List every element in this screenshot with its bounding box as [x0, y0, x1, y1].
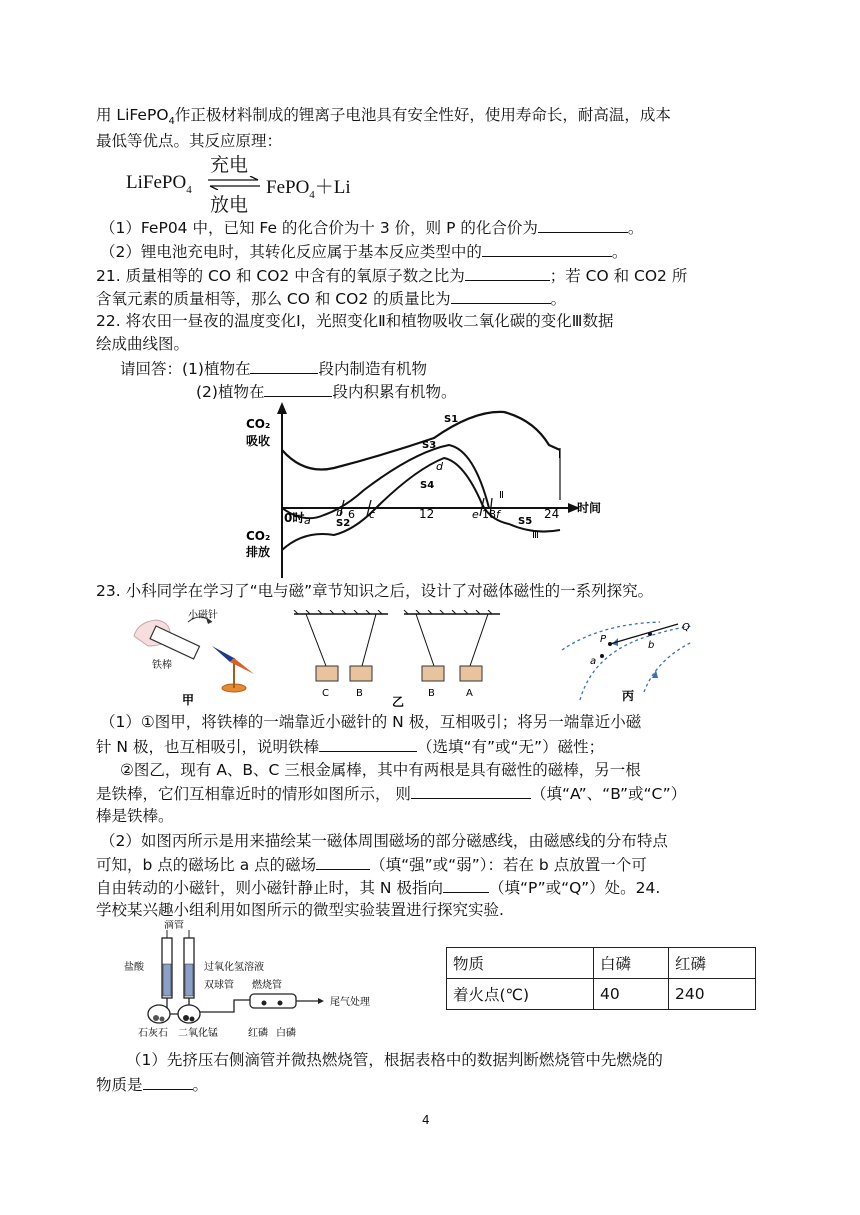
q22-line-1: 22. 将农田一昼夜的温度变化Ⅰ，光照变化Ⅱ和植物吸收二氧化碳的变化Ⅲ数据: [96, 312, 614, 330]
bar-b-left: [350, 666, 372, 681]
q23-p1-line-5: 棒是铁棒。: [96, 807, 174, 825]
q23-p2-line-3: 自由转动的小磁针，则小磁针静止时，其 N 极指向 （填“P”或“Q”）处。24.: [96, 876, 660, 899]
svg-text:时间: 时间: [577, 501, 602, 515]
field-line-2: [580, 626, 692, 700]
svg-text:丙: 丙: [622, 689, 635, 703]
svg-text:C: C: [322, 688, 329, 699]
ignition-point-table: [446, 947, 756, 1010]
svg-text:S5: S5: [518, 516, 533, 527]
svg-text:d: d: [436, 460, 443, 473]
svg-text:18: 18: [482, 508, 496, 521]
q21-line-2: 含氧元素的质量相等，那么 CO 和 CO2 的质量比为 。: [96, 287, 566, 310]
svg-text:盐酸: 盐酸: [124, 962, 144, 973]
svg-text:排放: 排放: [246, 545, 271, 559]
svg-text:I: I: [558, 450, 561, 461]
table-cell: 240: [669, 979, 756, 1010]
q23-p2-line-1: （2）如图丙所示是用来描绘某一磁体周围磁场的部分磁感线，由磁感线的分布特点: [100, 832, 668, 850]
page-number: 4: [422, 1113, 430, 1127]
q20-part1: （1）FeP04 中，已知 Fe 的化合价为十 3 价，则 P 的化合价为 。: [100, 216, 643, 239]
q24-q1-line-2: 物质是 。: [96, 1073, 208, 1096]
svg-text:铁棒: 铁棒: [152, 660, 172, 671]
svg-text:b: b: [648, 640, 655, 651]
svg-text:12: 12: [419, 507, 435, 521]
svg-text:过氧化氢溶液: 过氧化氢溶液: [204, 962, 264, 973]
q23-p1-line-3: ②图乙，现有 A、B、C 三根金属棒，其中有两根是具有磁性的磁棒，另一根: [120, 761, 641, 779]
table-header-cell: 白磷: [594, 948, 669, 979]
svg-text:二氧化锰: 二氧化锰: [178, 1028, 218, 1039]
micro-apparatus-diagram: [124, 920, 414, 1044]
table-row: [447, 979, 756, 1010]
svg-text:CO₂: CO₂: [246, 529, 271, 543]
svg-text:吸收: 吸收: [246, 434, 271, 448]
svg-text:A: A: [466, 688, 473, 699]
svg-text:6: 6: [348, 508, 355, 521]
table-header-cell: 红磷: [669, 948, 756, 979]
svg-text:石灰石: 石灰石: [138, 1028, 168, 1039]
svg-text:白磷: 白磷: [276, 1028, 296, 1039]
q23-p1-line-4: 是铁棒，它们互相靠近时的情形如图所示， 则 （填“A”、“B”或“C”）: [96, 782, 686, 805]
svg-text:Ⅲ: Ⅲ: [532, 530, 539, 541]
svg-text:CO₂: CO₂: [246, 417, 271, 431]
field-line-1: [562, 622, 660, 650]
svg-text:尾气处理: 尾气处理: [330, 997, 370, 1008]
curve-I: [282, 412, 560, 470]
svg-text:S3: S3: [422, 440, 437, 451]
svg-text:S1: S1: [444, 414, 459, 425]
table-cell: 着火点(℃): [447, 979, 594, 1010]
q23-p1-line-1: （1）①图甲，将铁棒的一端靠近小磁针的 N 极，互相吸引；将另一端靠近小磁: [100, 713, 642, 731]
q20-part2: （2）锂电池充电时，其转化反应属于基本反应类型中的 。: [100, 240, 627, 263]
reversible-arrow: [206, 176, 262, 190]
needle-blue-half: [212, 646, 234, 662]
svg-text:Ⅱ: Ⅱ: [499, 490, 504, 501]
svg-text:红磷: 红磷: [248, 1028, 268, 1039]
svg-text:双球管: 双球管: [204, 980, 234, 991]
svg-text:P: P: [600, 634, 607, 645]
figure-jia: [126, 608, 266, 708]
q22-line-2: 绘成曲线图。: [96, 335, 190, 353]
charge-label: 充电: [210, 154, 249, 176]
table-header-row: [447, 948, 756, 979]
table-cell: 40: [594, 979, 669, 1010]
svg-text:S4: S4: [420, 480, 435, 491]
intro-line-2: 最低等优点。其反应原理：: [96, 132, 283, 150]
svg-text:乙: 乙: [392, 695, 405, 709]
table-header-cell: 物质: [447, 948, 594, 979]
discharge-label: 放电: [210, 194, 249, 216]
svg-text:燃烧管: 燃烧管: [252, 980, 282, 991]
svg-text:B: B: [356, 688, 363, 699]
q23-p1-line-2: 针 N 极，也互相吸引，说明铁棒 （选填“有”或“无”）磁性；: [96, 735, 604, 758]
figure-yi: [292, 610, 508, 710]
svg-text:滴管: 滴管: [164, 920, 184, 931]
q23-p2-line-4: 学校某兴趣小组利用如图所示的微型实验装置进行探究实验.: [96, 901, 504, 919]
iron-rod: [150, 626, 199, 659]
intro-line-1: 用 LiFePO$_4$作正极材料制成的锂离子电池具有安全性好，使用寿命长，耐高温，成本: [96, 106, 671, 128]
co2-graph: [244, 400, 614, 580]
svg-text:c: c: [369, 508, 376, 521]
svg-text:b: b: [336, 506, 343, 519]
svg-text:0时: 0时: [284, 511, 305, 525]
bar-a: [460, 666, 482, 681]
svg-text:B: B: [428, 688, 435, 699]
svg-text:Q: Q: [682, 622, 690, 633]
bar-b-right: [422, 666, 444, 681]
q24-q1-line-1: （1）先挤压右侧滴管并微热燃烧管，根据表格中的数据判断燃烧管中先燃烧的: [126, 1051, 663, 1069]
svg-text:S2: S2: [336, 518, 351, 529]
figure-bing: [560, 620, 720, 710]
svg-text:甲: 甲: [182, 693, 195, 707]
svg-text:a: a: [590, 656, 597, 667]
reaction-equation: LiFePO$_4$ 充电 放电 FePO$_4$＋Li: [126, 152, 386, 212]
svg-text:f: f: [496, 508, 500, 521]
svg-text:24: 24: [544, 507, 560, 521]
q22-answer-1: 请回答：(1)植物在 段内制造有机物: [120, 357, 427, 380]
svg-text:a: a: [304, 514, 311, 527]
curve-III: [282, 458, 560, 550]
q23-p2-line-2: 可知，b 点的磁场比 a 点的磁场 （填“强”或“弱”）：若在 b 点放置一个可: [96, 853, 647, 876]
q22-answer-2: (2)植物在 段内积累有机物。: [196, 380, 456, 403]
svg-text:小磁针: 小磁针: [188, 610, 218, 621]
svg-text:e: e: [472, 508, 479, 521]
compass-needle-line: [610, 624, 678, 644]
q23-intro: 23. 小科同学在学习了“电与磁”章节知识之后，设计了对磁体磁性的一系列探究。: [96, 582, 654, 600]
bar-c: [316, 666, 338, 681]
q21-line-1: 21. 质量相等的 CO 和 CO2 中含有的氧原子数之比为 ；若 CO 和 CO2 所: [96, 264, 687, 287]
